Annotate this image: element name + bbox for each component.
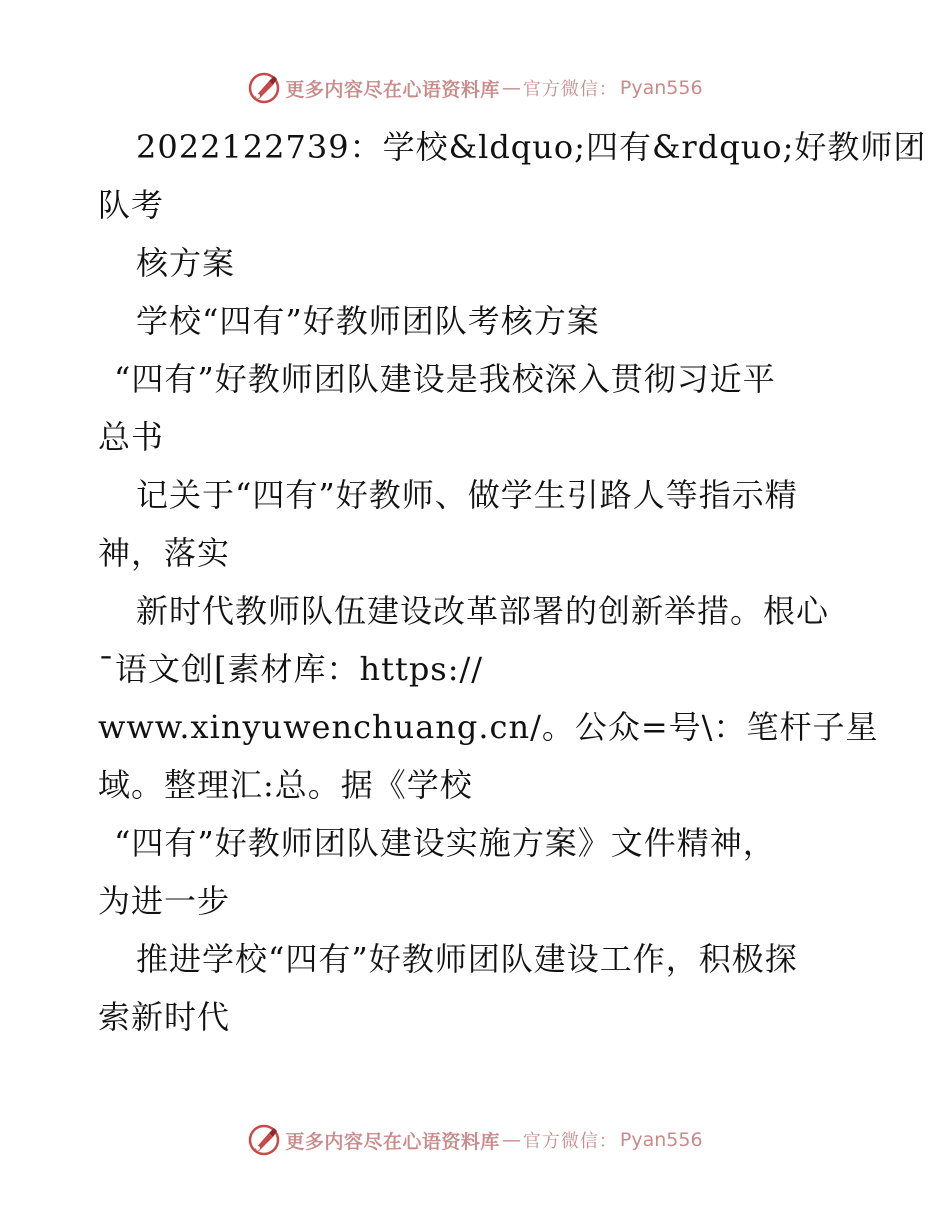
watermark-main-text: 更多内容尽在心语资料库: [285, 1130, 500, 1153]
text-line: 总书: [98, 418, 165, 456]
text-line: “四有”好教师团队建设实施方案》文件精神，: [114, 824, 776, 862]
pen-logo-icon: [247, 1123, 281, 1157]
footer-watermark: [0, 1120, 950, 1160]
text-line: 域。整理汇:总。据《学校: [98, 766, 473, 804]
watermark-dash: —: [501, 1129, 521, 1151]
text-line: 神，落实: [98, 534, 231, 572]
text-line: “四有”好教师团队建设是我校深入贯彻习近平: [114, 360, 776, 398]
text-line: 推进学校“四有”好教师团队建设工作，积极探: [136, 940, 798, 978]
text-line: 队考: [98, 186, 165, 224]
watermark-dash: —: [501, 77, 521, 99]
text-line: 2022122739：学校&ldquo;四有&rdquo;好教师团: [136, 128, 927, 166]
text-line: 索新时代: [98, 998, 231, 1036]
watermark-handle: Pyan556: [619, 1129, 703, 1151]
text-line: 新时代教师队伍建设改革部署的创新举措。根心: [136, 592, 830, 630]
watermark-sub-text: 官方微信：: [522, 79, 618, 100]
text-line: 为进一步: [98, 882, 231, 920]
text-line: 学校“四有”好教师团队考核方案: [136, 302, 600, 340]
text-line: ¯语文创[素材库：https://: [98, 650, 484, 688]
document-body: [98, 118, 927, 1046]
header-watermark: [0, 68, 950, 108]
text-line: 核方案: [136, 244, 236, 282]
text-line: 记关于“四有”好教师、做学生引路人等指示精: [136, 476, 798, 514]
text-line: www.xinyuwenchuang.cn/。公众=号\：笔杆子星: [98, 708, 879, 746]
watermark-main-text: 更多内容尽在心语资料库: [285, 78, 500, 101]
watermark-handle: Pyan556: [619, 77, 703, 99]
watermark-sub-text: 官方微信：: [522, 1131, 618, 1152]
pen-logo-icon: [247, 71, 281, 105]
